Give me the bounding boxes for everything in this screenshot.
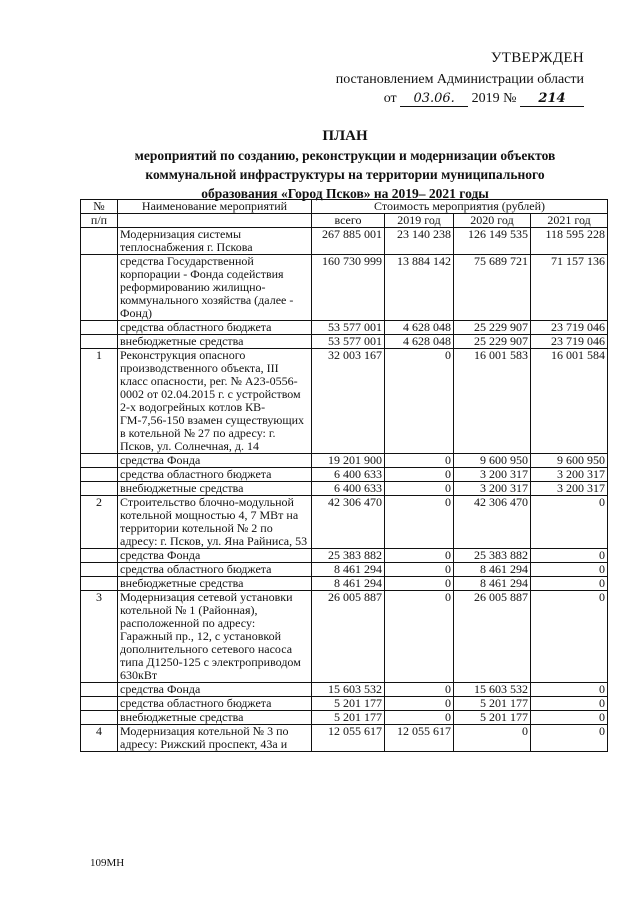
row-name: средства Фонда	[118, 683, 312, 697]
table-row	[81, 711, 608, 725]
row-2019: 0	[385, 577, 454, 591]
row-number	[81, 228, 118, 255]
row-2019: 13 884 142	[385, 255, 454, 321]
row-2021: 0	[531, 683, 608, 697]
table-row	[81, 321, 608, 335]
row-name: средства областного бюджета	[118, 697, 312, 711]
header-2021: 2021 год	[531, 214, 608, 228]
row-2019: 4 628 048	[385, 335, 454, 349]
plan-table-body	[81, 228, 608, 752]
row-name: Модернизация котельной № 3 по адресу: Рижский проспект, 43а и	[118, 725, 312, 752]
row-name: Реконструкция опасного производственного объекта, III класс опасности, рег. № А23-0556-0002 от 02.04.2015 г. с устройством 2-х водогрейных котлов КВ-ГМ-7,56-150 взамен существующих в котельной № 27 по адресу: г. Псков, ул. Солнечная, д. 14	[118, 349, 312, 454]
row-name: внебюджетные средства	[118, 335, 312, 349]
row-total: 12 055 617	[312, 725, 385, 752]
header-no-label: №	[93, 199, 105, 213]
header-name-empty	[118, 214, 312, 228]
plan-subtitle-line2: коммунальной инфраструктуры на территории муниципального	[145, 167, 545, 182]
row-2020: 3 200 317	[454, 482, 531, 496]
row-2021: 23 719 046	[531, 335, 608, 349]
row-2019: 4 628 048	[385, 321, 454, 335]
row-2021: 16 001 584	[531, 349, 608, 454]
row-2020: 3 200 317	[454, 468, 531, 482]
row-name: средства Фонда	[118, 549, 312, 563]
table-row	[81, 468, 608, 482]
row-2020: 126 149 535	[454, 228, 531, 255]
row-number	[81, 563, 118, 577]
row-2020: 25 383 882	[454, 549, 531, 563]
row-total: 42 306 470	[312, 496, 385, 549]
row-number	[81, 482, 118, 496]
from-prefix: от	[383, 91, 397, 106]
row-number: 4	[81, 725, 118, 752]
row-total: 53 577 001	[312, 321, 385, 335]
row-2020: 5 201 177	[454, 697, 531, 711]
row-2020: 9 600 950	[454, 454, 531, 468]
header-cost: Стоимость мероприятия (рублей)	[312, 200, 608, 214]
row-name: Модернизация системы теплоснабжения г. Пскова	[118, 228, 312, 255]
row-2021: 3 200 317	[531, 468, 608, 482]
row-name: средства областного бюджета	[118, 468, 312, 482]
table-row	[81, 496, 608, 549]
date-number-line	[304, 91, 584, 107]
resolution-text: постановлением Администрации области	[335, 72, 584, 87]
row-2021: 0	[531, 697, 608, 711]
table-row	[81, 591, 608, 683]
table-row	[81, 228, 608, 255]
row-2020: 15 603 532	[454, 683, 531, 697]
row-2020: 5 201 177	[454, 711, 531, 725]
row-number	[81, 335, 118, 349]
row-number	[81, 711, 118, 725]
row-2019: 23 140 238	[385, 228, 454, 255]
row-number	[81, 683, 118, 697]
row-2021: 0	[531, 549, 608, 563]
row-2020: 75 689 721	[454, 255, 531, 321]
row-2020: 8 461 294	[454, 563, 531, 577]
header-2020: 2020 год	[454, 214, 531, 228]
row-total: 160 730 999	[312, 255, 385, 321]
row-2021: 0	[531, 563, 608, 577]
header-total: всего	[312, 214, 385, 228]
row-2019: 0	[385, 496, 454, 549]
row-2020: 16 001 583	[454, 349, 531, 454]
row-total: 5 201 177	[312, 711, 385, 725]
row-number	[81, 321, 118, 335]
row-number	[81, 454, 118, 468]
row-2019: 0	[385, 683, 454, 697]
row-total: 5 201 177	[312, 697, 385, 711]
row-number	[81, 255, 118, 321]
header-no	[81, 200, 118, 214]
row-total: 32 003 167	[312, 349, 385, 454]
row-number	[81, 577, 118, 591]
row-2020: 25 229 907	[454, 321, 531, 335]
approval-block	[304, 50, 584, 107]
row-2019: 0	[385, 591, 454, 683]
table-row	[81, 482, 608, 496]
table-row	[81, 577, 608, 591]
row-2021: 0	[531, 711, 608, 725]
row-2020: 25 229 907	[454, 335, 531, 349]
row-total: 8 461 294	[312, 577, 385, 591]
row-2020: 42 306 470	[454, 496, 531, 549]
row-2021: 0	[531, 496, 608, 549]
row-name: внебюджетные средства	[118, 711, 312, 725]
row-total: 26 005 887	[312, 591, 385, 683]
row-total: 8 461 294	[312, 563, 385, 577]
row-name: внебюджетные средства	[118, 482, 312, 496]
table-row	[81, 563, 608, 577]
row-2021: 23 719 046	[531, 321, 608, 335]
row-total: 6 400 633	[312, 482, 385, 496]
row-2020: 0	[454, 725, 531, 752]
row-2019: 0	[385, 697, 454, 711]
row-2020: 8 461 294	[454, 577, 531, 591]
row-2021: 0	[531, 725, 608, 752]
row-2021: 0	[531, 577, 608, 591]
header-name: Наименование мероприятий	[118, 200, 312, 214]
row-number: 2	[81, 496, 118, 549]
row-total: 19 201 900	[312, 454, 385, 468]
plan-subtitle-line1: мероприятий по созданию, реконструкции и модернизации объектов	[134, 148, 556, 163]
row-number: 3	[81, 591, 118, 683]
row-total: 15 603 532	[312, 683, 385, 697]
table-row	[81, 335, 608, 349]
row-number	[81, 697, 118, 711]
row-2019: 0	[385, 454, 454, 468]
row-name: Модернизация сетевой установки котельной № 1 (Районная), расположенной по адресу: Гаражный пр., 12, с установкой дополнительного сетевого насоса типа Д1250-125 с электроприводом 630кВт	[118, 591, 312, 683]
plan-heading: ПЛАН	[322, 128, 368, 144]
row-total: 267 885 001	[312, 228, 385, 255]
table-row	[81, 454, 608, 468]
row-number	[81, 549, 118, 563]
row-name: средства Государственной корпорации - Фонда содействия реформированию жилищно-коммунального хозяйства (далее - Фонд)	[118, 255, 312, 321]
row-2019: 0	[385, 711, 454, 725]
table-row	[81, 725, 608, 752]
row-2019: 0	[385, 549, 454, 563]
row-name: внебюджетные средства	[118, 577, 312, 591]
row-2021: 9 600 950	[531, 454, 608, 468]
year-text: 2019 №	[471, 91, 517, 106]
header-no-sub: п/п	[81, 214, 118, 228]
row-2021: 71 157 136	[531, 255, 608, 321]
row-2021: 3 200 317	[531, 482, 608, 496]
row-2019: 0	[385, 468, 454, 482]
row-2020: 26 005 887	[454, 591, 531, 683]
row-number	[81, 468, 118, 482]
row-2021: 118 595 228	[531, 228, 608, 255]
row-2019: 12 055 617	[385, 725, 454, 752]
row-name: Строительство блочно-модульной котельной мощностью 4, 7 МВт на территории котельной № 2 по адресу: г. Псков, ул. Яна Райниса, 53	[118, 496, 312, 549]
plan-subtitle-line3: образования «Город Псков» на 2019– 2021 годы	[201, 186, 489, 201]
row-total: 25 383 882	[312, 549, 385, 563]
header-2019: 2019 год	[385, 214, 454, 228]
footer-code: 109МН	[90, 857, 125, 869]
handwritten-number: 214	[520, 91, 584, 107]
row-name: средства Фонда	[118, 454, 312, 468]
row-number: 1	[81, 349, 118, 454]
row-2019: 0	[385, 349, 454, 454]
table-row	[81, 549, 608, 563]
row-2019: 0	[385, 563, 454, 577]
table-row	[81, 683, 608, 697]
row-2019: 0	[385, 482, 454, 496]
handwritten-date: 03.06.	[400, 91, 468, 107]
row-2021: 0	[531, 591, 608, 683]
row-total: 53 577 001	[312, 335, 385, 349]
table-row	[81, 255, 608, 321]
table-row	[81, 697, 608, 711]
row-total: 6 400 633	[312, 468, 385, 482]
row-name: средства областного бюджета	[118, 321, 312, 335]
document-title	[90, 128, 600, 202]
table-row	[81, 349, 608, 454]
approved-label: УТВЕРЖДЕН	[490, 50, 584, 66]
plan-table	[80, 199, 608, 752]
row-name: средства областного бюджета	[118, 563, 312, 577]
